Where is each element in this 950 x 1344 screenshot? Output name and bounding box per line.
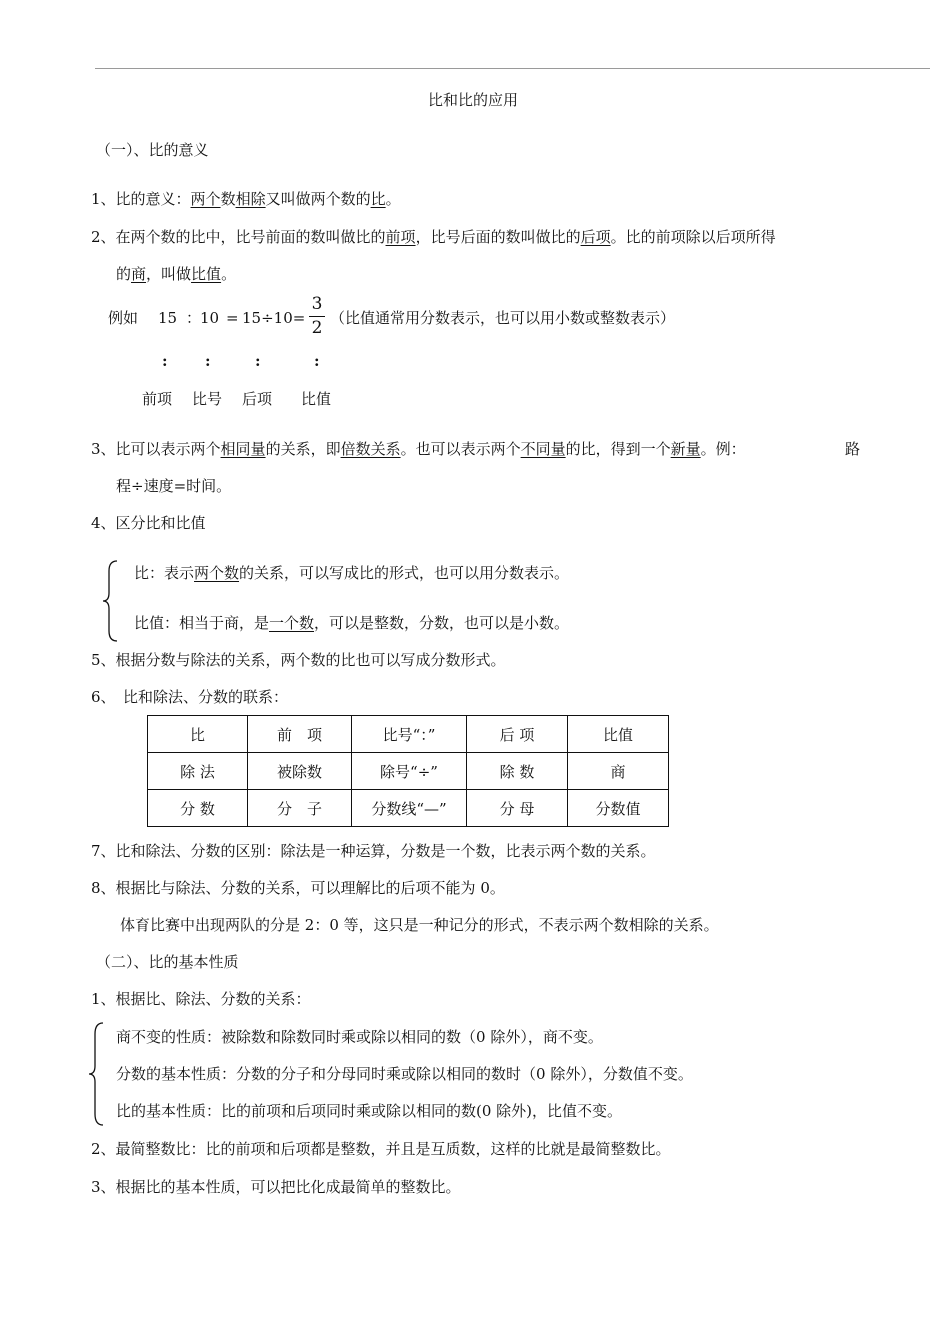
paragraph-1: 1、比的意义：两个数相除又叫做两个数的比。	[91, 190, 401, 208]
pointer-mark: :	[162, 352, 168, 370]
doc-title: 比和比的应用	[428, 91, 519, 109]
table-cell: 比	[148, 716, 248, 753]
table-cell: 分 子	[248, 790, 352, 827]
property-quotient: 商不变的性质：被除数和除数同时乘或除以相同的数（0 除外），商不变。	[116, 1028, 603, 1046]
paragraph-3-trailing: 路	[845, 440, 861, 458]
table-row	[148, 790, 669, 827]
example-colon: ：	[186, 309, 202, 327]
left-brace-icon	[102, 560, 120, 642]
brace-line-ratio: 比：表示两个数的关系，可以写成比的形式，也可以用分数表示。	[134, 564, 570, 582]
paragraph-2-line-2: 的商，叫做比值。	[116, 265, 237, 283]
example-front-term: 15	[158, 309, 178, 327]
paragraph-5: 5、根据分数与除法的关系，两个数的比也可以写成分数形式。	[91, 651, 506, 669]
paragraph-8-note: 体育比赛中出现两队的分是 2：0 等，这只是一种记分的形式，不表示两个数相除的关系。	[120, 916, 719, 934]
brace-line-ratio-value: 比值：相当于商，是一个数，可以是整数，分数，也可以是小数。	[134, 614, 570, 632]
section-heading-1: （一）、比的意义	[96, 141, 209, 159]
pointer-mark: :	[314, 352, 320, 370]
table-cell: 除 数	[467, 753, 568, 790]
table-cell: 除 法	[148, 753, 248, 790]
paragraph-7: 7、比和除法、分数的区别：除法是一种运算，分数是一个数，比表示两个数的关系。	[91, 842, 656, 860]
label-ratio-sign: 比号	[192, 390, 223, 408]
table-cell: 分 数	[148, 790, 248, 827]
section-heading-2: （二）、比的基本性质	[96, 953, 239, 971]
paragraph-4: 4、区分比和比值	[91, 514, 206, 532]
left-brace-icon	[88, 1022, 106, 1126]
paragraph-q1: 1、根据比、除法、分数的关系：	[91, 990, 311, 1008]
table-row	[148, 716, 669, 753]
label-ratio-value: 比值	[301, 390, 332, 408]
example-equals: =	[226, 309, 239, 327]
paragraph-q2: 2、最简整数比：比的前项和后项都是整数，并且是互质数，这样的比就是最简整数比。	[91, 1140, 671, 1158]
paragraph-6: 6、 比和除法、分数的联系：	[91, 688, 289, 706]
label-front-term: 前项	[142, 390, 173, 408]
fraction-numerator: 3	[311, 294, 323, 314]
paragraph-2-line-1: 2、在两个数的比中，比号前面的数叫做比的前项，比号后面的数叫做比的后项。比的前项除以后项所得	[91, 228, 776, 246]
example-lead: 例如	[108, 309, 139, 327]
paragraph-3-line-1: 3、比可以表示两个相同量的关系，即倍数关系。也可以表示两个不同量的比，得到一个新量。例：	[91, 440, 746, 458]
table-row	[148, 753, 669, 790]
property-fraction: 分数的基本性质：分数的分子和分母同时乘或除以相同的数时（0 除外），分数值不变。	[116, 1065, 693, 1083]
table-cell: 除号“÷”	[352, 753, 467, 790]
example-back-term: 10	[200, 309, 220, 327]
example-division: 15÷10=	[242, 309, 306, 327]
paragraph-3-line-2: 程÷速度=时间。	[116, 477, 232, 495]
header-rule	[95, 68, 930, 69]
example-note: （比值通常用分数表示，也可以用小数或整数表示）	[330, 309, 676, 327]
table-cell: 商	[568, 753, 669, 790]
paragraph-8: 8、根据比与除法、分数的关系，可以理解比的后项不能为 0。	[91, 879, 505, 897]
fraction-bar	[309, 316, 325, 317]
relation-table	[147, 715, 669, 827]
table-cell: 分数线“—”	[352, 790, 467, 827]
pointer-mark: :	[255, 352, 261, 370]
paragraph-q3: 3、根据比的基本性质，可以把比化成最简单的整数比。	[91, 1178, 461, 1196]
table-cell: 分数值	[568, 790, 669, 827]
label-back-term: 后项	[242, 390, 273, 408]
table-cell: 比值	[568, 716, 669, 753]
table-cell: 前 项	[248, 716, 352, 753]
table-cell: 后 项	[467, 716, 568, 753]
property-ratio: 比的基本性质：比的前项和后项同时乘或除以相同的数(0 除外)，比值不变。	[116, 1102, 623, 1120]
pointer-mark: :	[205, 352, 211, 370]
fraction-denominator: 2	[311, 318, 323, 338]
table-cell: 分 母	[467, 790, 568, 827]
table-cell: 被除数	[248, 753, 352, 790]
table-cell: 比号“：”	[352, 716, 467, 753]
